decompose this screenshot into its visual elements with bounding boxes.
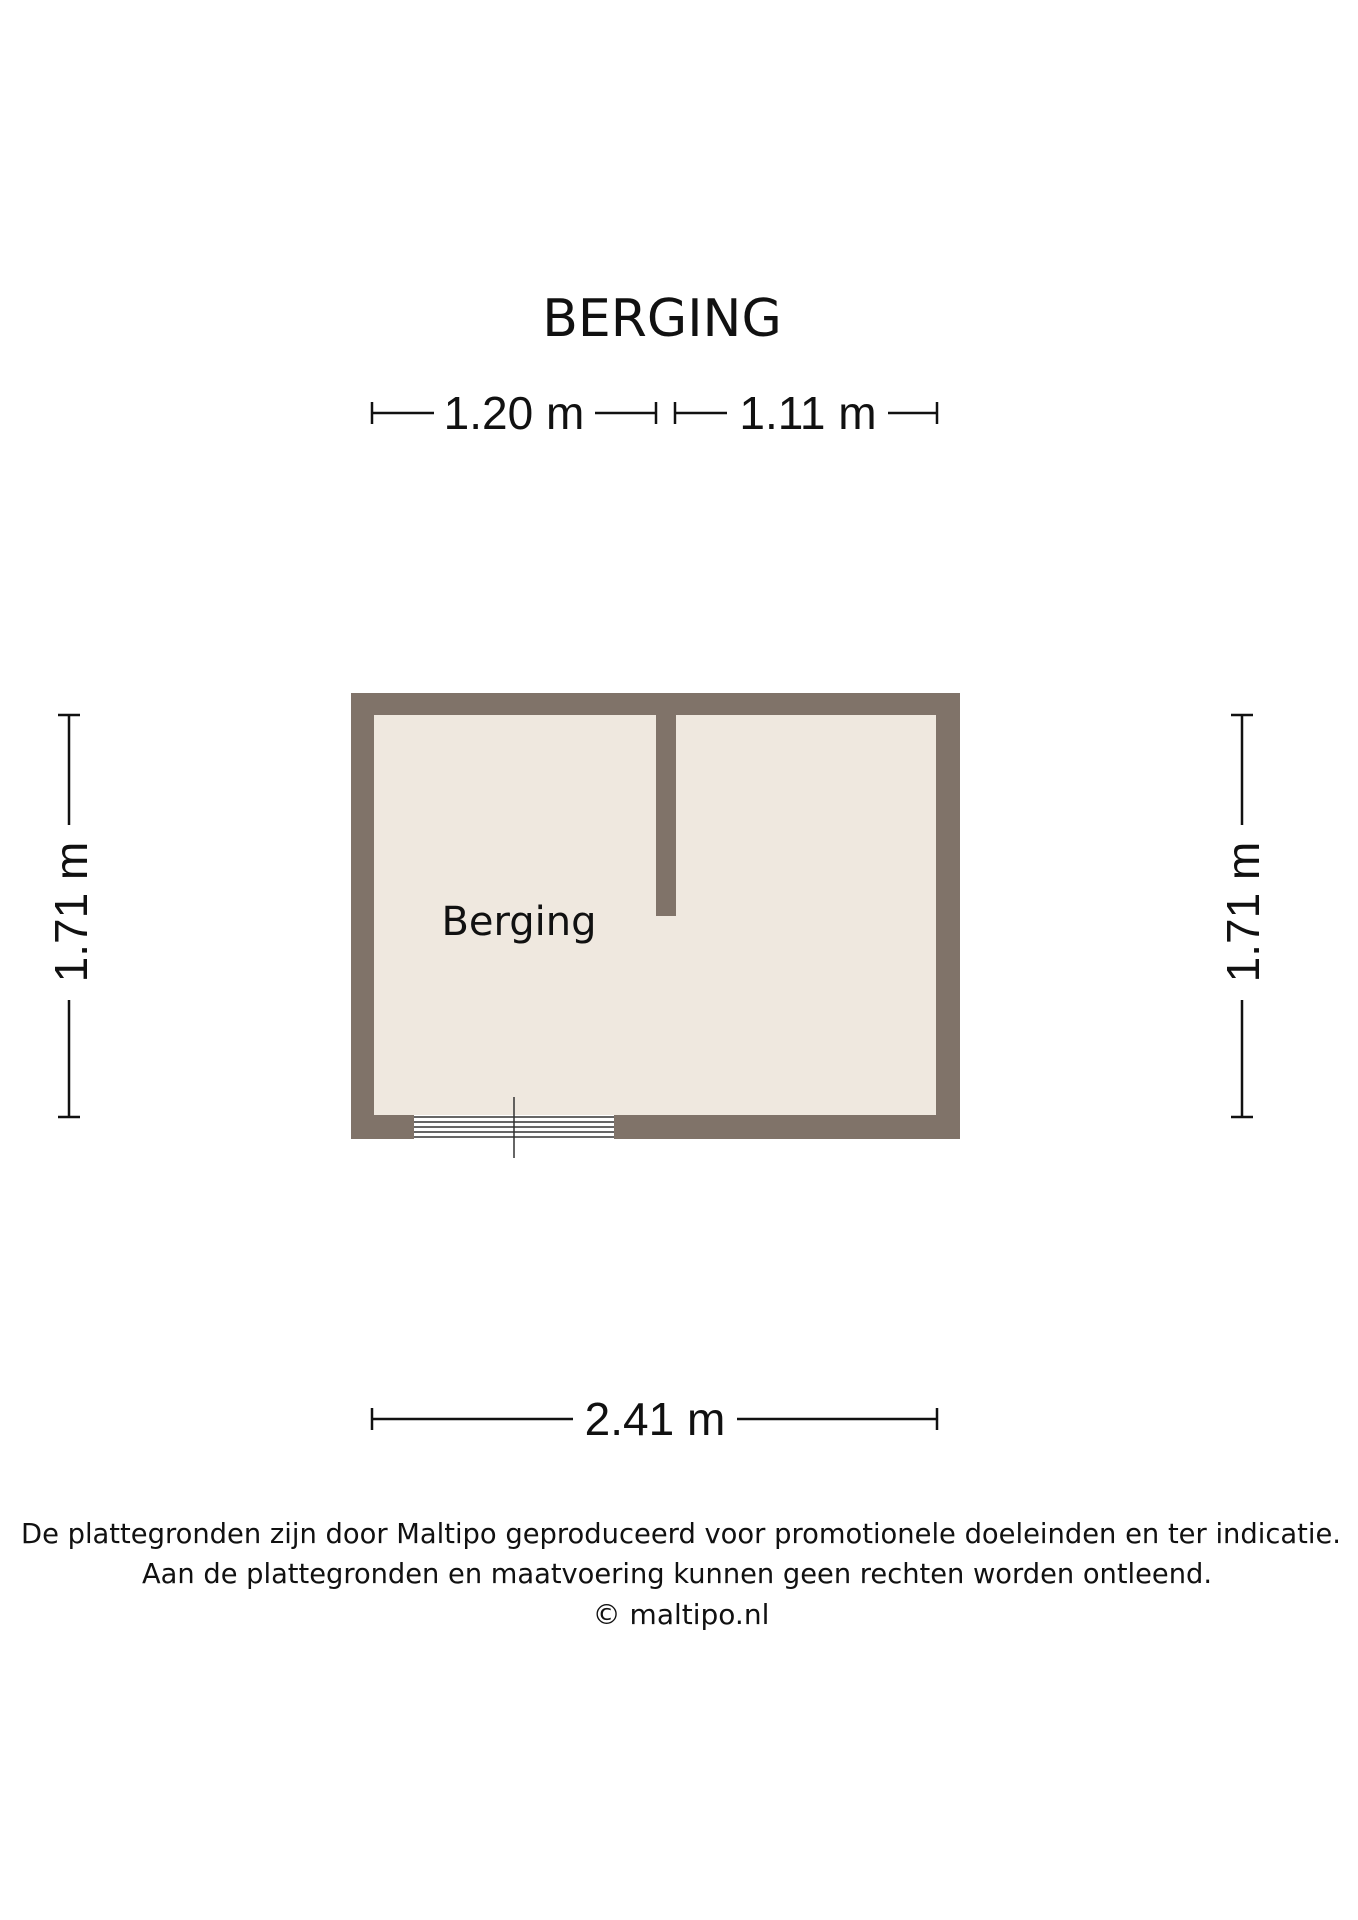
wall-bottom-right [614,1115,960,1139]
wall-bottom-left [351,1115,414,1139]
wall-interior [656,715,676,916]
dimension-left [45,715,97,1117]
dimension-left-label: 1.71 m [45,841,97,983]
dimension-top-right [675,387,937,439]
wall-right [936,693,960,1139]
room-label: Berging [441,899,597,945]
wall-top [351,693,960,715]
dimension-right [1217,715,1269,1117]
footer-line-3: © maltipo.nl [592,1598,770,1631]
dimension-top-left-label: 1.20 m [443,387,585,439]
footer-line-1: De plattegronden zijn door Maltipo geproduceerd voor promotionele doeleinden en ter indicatie. [21,1517,1341,1550]
plan-title: BERGING [542,289,782,349]
wall-left [351,693,374,1139]
dimension-bottom-label: 2.41 m [584,1393,726,1445]
dimension-right-label: 1.71 m [1217,841,1269,983]
dimension-top-left [372,387,656,439]
footer-line-2: Aan de plattegronden en maatvoering kunnen geen rechten worden ontleend. [142,1557,1212,1590]
dimension-top-right-label: 1.11 m [739,387,877,439]
dimension-bottom [372,1393,937,1445]
